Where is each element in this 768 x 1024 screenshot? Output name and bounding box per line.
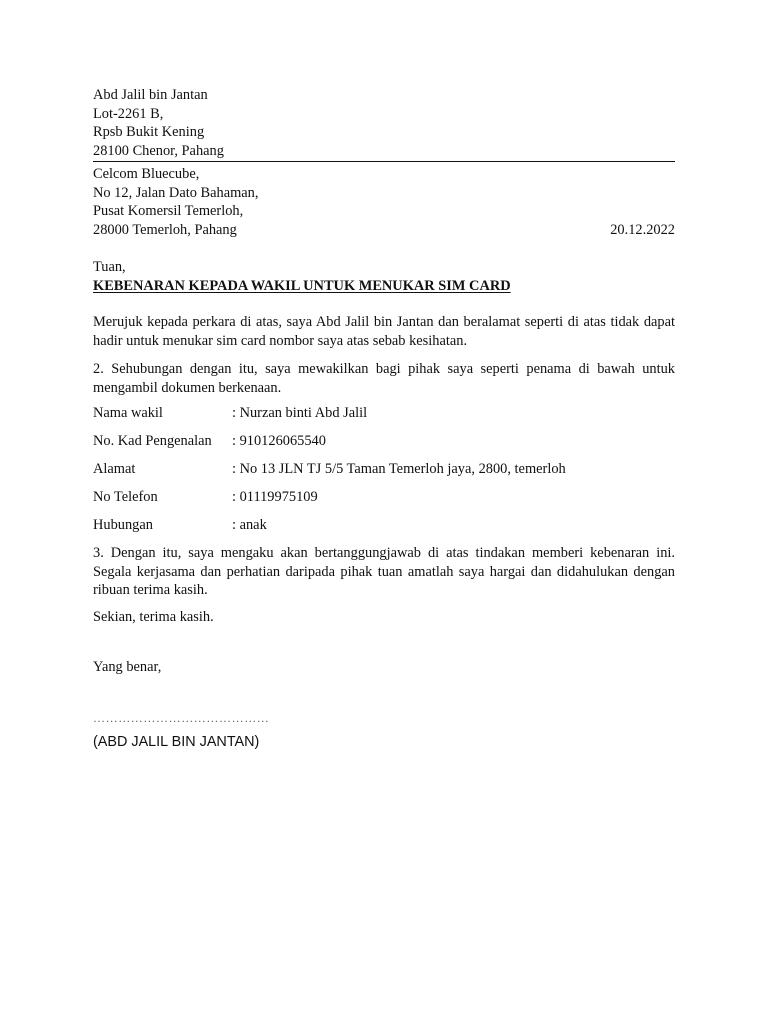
detail-label: Alamat: [93, 461, 136, 477]
recipient-address-line-1: No 12, Jalan Dato Bahaman,: [93, 184, 259, 201]
recipient-address-line-2: Pusat Komersil Temerloh,: [93, 203, 244, 219]
recipient-address: [93, 165, 675, 239]
detail-row-relationship: [93, 516, 675, 544]
letter-date: 20.12.2022: [610, 221, 675, 238]
closing-text: Sekian, terima kasih.: [93, 608, 214, 625]
sender-address-line-1: Lot-2261 B,: [93, 105, 164, 122]
paragraph-3: 3. Dengan itu, saya mengaku akan bertanggungjawab di atas tindakan memberi kebenaran ini. Segala kerjasama dan perhatian daripada pihak tuan amatlah saya hargai dan didahulukan dengan ribuan terima kasih.: [93, 545, 675, 598]
sender-address: [93, 86, 675, 162]
detail-label: Hubungan: [93, 517, 153, 533]
detail-row-ic: [93, 432, 675, 460]
detail-value: : 01119975109: [232, 489, 318, 505]
detail-label: No Telefon: [93, 489, 158, 505]
detail-row-phone: [93, 488, 675, 516]
detail-row-address: [93, 460, 675, 488]
salutation: Tuan,: [93, 259, 126, 275]
detail-value: : Nurzan binti Abd Jalil: [232, 405, 368, 421]
detail-value: : 910126065540: [232, 433, 326, 449]
signatory-name: (ABD JALIL BIN JANTAN): [93, 734, 260, 750]
sender-address-line-3: 28100 Chenor, Pahang: [93, 142, 224, 159]
paragraph-1: Merujuk kepada perkara di atas, saya Abd Jalil bin Jantan dan beralamat seperti di atas tidak dapat hadir untuk menukar sim card nombor saya atas sebab kesihatan.: [93, 314, 675, 349]
representative-details: [93, 404, 675, 544]
detail-value: : anak: [232, 517, 267, 533]
valediction: Yang benar,: [93, 659, 162, 675]
detail-row-name: [93, 404, 675, 432]
subject-heading: KEBENARAN KEPADA WAKIL UNTUK MENUKAR SIM CARD: [93, 277, 511, 294]
signature-line: ……………………………………: [93, 710, 270, 725]
sender-address-line-2: Rpsb Bukit Kening: [93, 124, 205, 140]
paragraph-2: 2. Sehubungan dengan itu, saya mewakilkan bagi pihak saya seperti penama di bawah untuk mengambil dokumen berkenaan.: [93, 361, 675, 396]
detail-value: : No 13 JLN TJ 5/5 Taman Temerloh jaya, 2800, temerloh: [232, 461, 566, 477]
detail-label: Nama wakil: [93, 405, 163, 421]
recipient-name: Celcom Bluecube,: [93, 166, 200, 182]
detail-label: No. Kad Pengenalan: [93, 433, 212, 449]
recipient-address-line-3: 28000 Temerloh, Pahang: [93, 221, 237, 238]
sender-name: Abd Jalil bin Jantan: [93, 87, 208, 103]
